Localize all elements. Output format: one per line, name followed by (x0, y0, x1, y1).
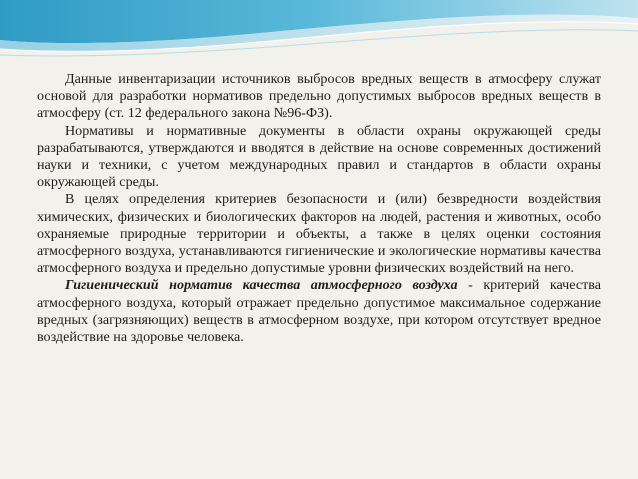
paragraph-2: Нормативы и нормативные документы в области охраны окружающей среды разрабатываются, утверждаются и вводятся в действие на основе современных достижений науки и техники, с учетом международных правил и стандартов в области охраны окружающей среды. (37, 122, 601, 191)
header-wave-decoration (0, 0, 638, 70)
paragraph-4 (37, 277, 601, 346)
paragraph-1: Данные инвентаризации источников выбросов вредных веществ в атмосферу служат основой для разработки нормативов предельно допустимых выбросов вредных веществ в атмосферу (ст. 12 федерального закона №96-ФЗ). (37, 71, 601, 122)
paragraph-3: В целях определения критериев безопасности и (или) безвредности воздействия химических, физических и биологических факторов на людей, растения и животных, особо охраняемые природные территории и объекты, а также в целях оценки состояния атмосферного воздуха, устанавливаются гигиенические и экологические нормативы качества атмосферного воздуха и предельно допустимые уровни физических воздействий на него. (37, 191, 601, 277)
term-definition: - критерий качества атмосферного воздуха, который отражает предельно допустимое максимальное содержание вредных (загрязняющих) веществ в атмосферном воздухе, при котором отсутствует вредное воздействие на здоровье человека. (37, 277, 601, 346)
body-text (37, 71, 601, 346)
term-hygienic-standard: Гигиенический норматив качества атмосферного воздуха (65, 277, 458, 294)
